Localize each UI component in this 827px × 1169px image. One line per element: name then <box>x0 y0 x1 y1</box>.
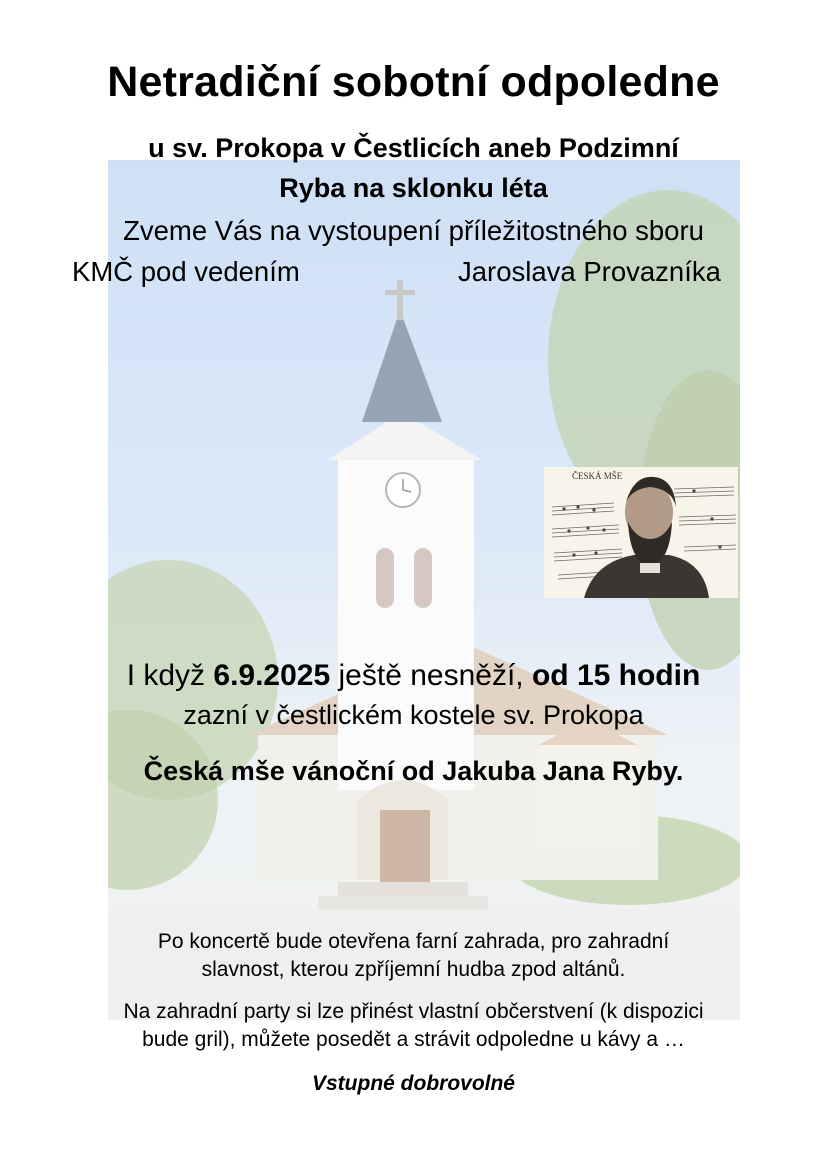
paragraph-party <box>0 998 827 1054</box>
invite-line-2-left: KMČ pod vedením <box>72 256 300 287</box>
invite-line-2-right: Jaroslava Provazníka <box>458 256 721 287</box>
page-title: Netradiční sobotní odpoledne <box>107 58 720 106</box>
sheet-music-portrait <box>544 467 738 598</box>
subtitle-line-1: u sv. Prokopa v Čestlicích aneb Podzimní <box>148 133 679 163</box>
work-title: Česká mše vánoční od Jakuba Jana Ryby. <box>143 756 684 786</box>
event-date: 6.9.2025 <box>213 659 331 692</box>
paragraph-garden-line-1: Po koncertě bude otevřena farní zahrada, pro zahradní <box>157 930 670 953</box>
event-time: od 15 hodin <box>531 659 701 692</box>
date-line <box>0 659 827 693</box>
score-heading-text: ČESKÁ MŠE <box>572 471 623 481</box>
location-line: zazní v čestlickém kostele sv. Prokopa <box>183 700 644 730</box>
date-line-prefix: I když <box>126 659 214 692</box>
paragraph-party-line-2: bude gril), můžete posedět a strávit odpoledne u kávy a … <box>142 1028 685 1051</box>
date-line-middle: ještě nesněží, <box>330 659 532 692</box>
admission-text: Vstupné dobrovolné <box>311 1072 515 1095</box>
paragraph-garden-line-2: slavnost, kterou zpříjemní hudba zpod altánů. <box>201 958 626 981</box>
invite-line-1: Zveme Vás na vystoupení příležitostného sboru <box>123 215 704 246</box>
paragraph-party-line-1: Na zahradní party si lze přinést vlastní občerstvení (k dispozici <box>123 1000 704 1023</box>
paragraph-garden <box>0 928 827 984</box>
composer-portrait-image <box>544 467 738 598</box>
subtitle-line-2: Ryba na sklonku léta <box>279 173 548 203</box>
